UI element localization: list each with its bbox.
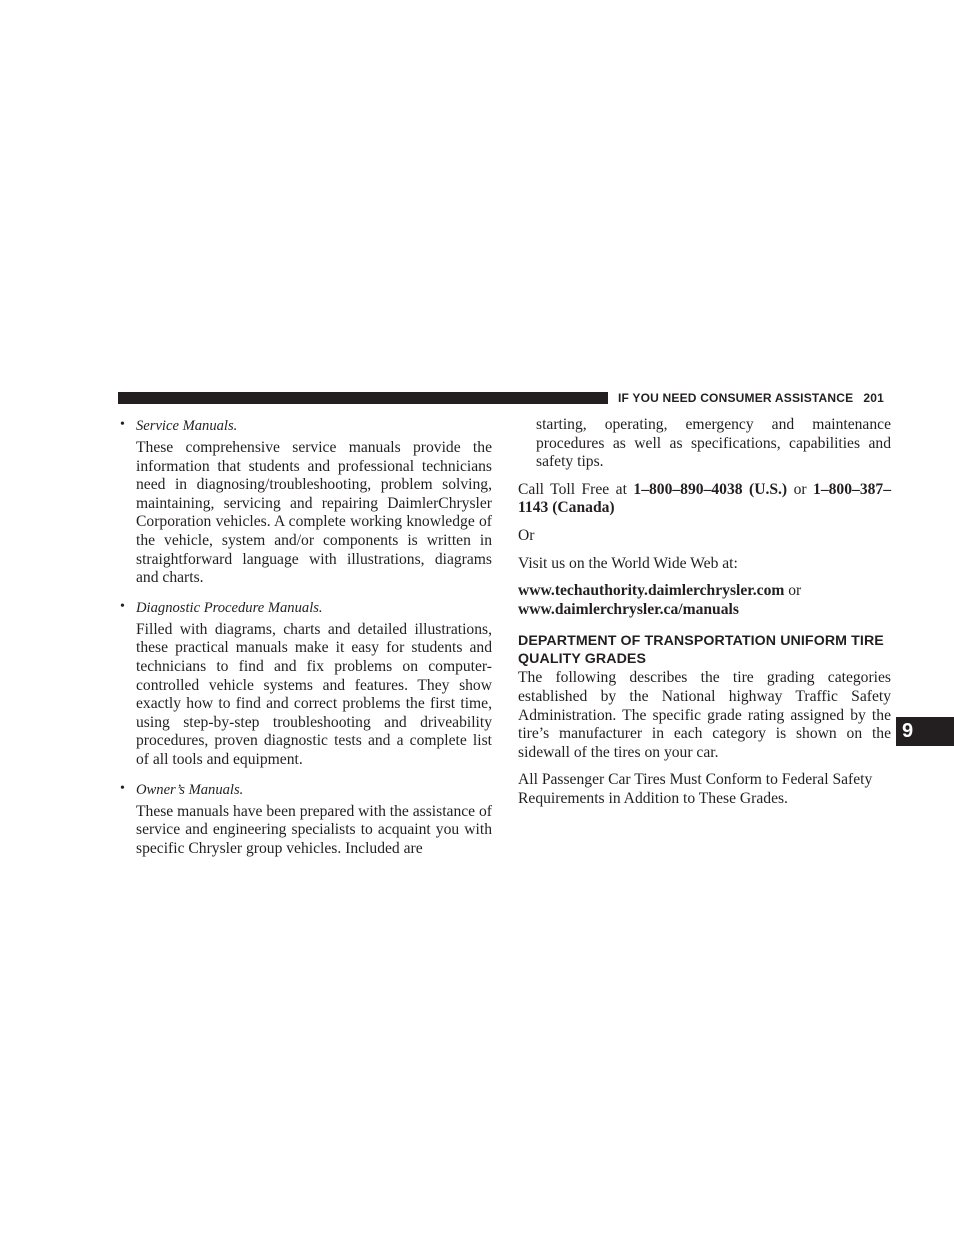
web-links xyxy=(518,582,891,619)
section-heading: DEPARTMENT OF TRANSPORTATION UNIFORM TIRE QUALITY GRADES xyxy=(518,633,884,668)
bullet-body: These comprehensive service manuals provide the information that students and professional technicians need in diagnosing/troubleshooting, problem solving, maintaining, servicing and repairing DaimlerChrysler Corporation vehicles. A complete working knowledge of the vehicle, system and/or components is written in straightforward language with illustrations, diagrams and charts. xyxy=(136,439,492,587)
section-title: IF YOU NEED CONSUMER ASSISTANCE xyxy=(618,391,854,405)
header-rule xyxy=(118,392,608,404)
bullet-symbol: • xyxy=(120,417,125,432)
bullet-body: These manuals have been prepared with the assistance of service and engineering specialists to acquaint you with specific Chrysler group vehicles. Included are xyxy=(136,802,492,857)
call-connector: or xyxy=(787,480,814,498)
visit-text: Visit us on the World Wide Web at: xyxy=(518,554,738,572)
web-connector: or xyxy=(784,582,802,600)
bullet-body: Filled with diagrams, charts and detailed illustrations, these practical manuals make it easy for students and technicians to find and fix problems on computer-controlled vehicle systems and features. They show exactly how to find and correct problems the first time, using step-by-step troubleshooting and driveability procedures, proven diagnostic tests and a complete list of all tools and equipment. xyxy=(136,620,492,768)
right-column xyxy=(518,416,891,809)
bullet-title: Diagnostic Procedure Manuals. xyxy=(136,599,323,616)
bullet-title: Owner’s Manuals. xyxy=(136,781,244,798)
tire-grading-paragraph: The following describes the tire grading categories established by the National highway Traffic Safety Administration. The specific grade rating assigned by the tire’s manufacturer in each category is shown on the sidewall of the tires on your car. xyxy=(518,669,891,761)
us-phone-number: 1–800–890–4038 (U.S.) xyxy=(633,480,788,498)
canada-phone-number: 1–800–387–1143 (Canada) xyxy=(518,480,891,517)
bullet-symbol: • xyxy=(120,598,125,614)
bullet-diagnostic-manuals xyxy=(118,598,492,770)
page-number: 201 xyxy=(863,391,884,405)
bullet-title: Service Manuals. xyxy=(136,418,238,434)
bullet-owners-manuals xyxy=(118,780,492,859)
bullet-symbol: • xyxy=(120,780,125,796)
running-header xyxy=(618,390,884,406)
chapter-tab: 9 xyxy=(896,717,954,746)
left-column xyxy=(118,416,492,858)
call-toll-free xyxy=(518,481,891,518)
federal-safety-paragraph: All Passenger Car Tires Must Conform to Federal Safety Requirements in Addition to These Grades. xyxy=(518,771,873,807)
web-url-techauthority: www.techauthority.daimlerchrysler.com xyxy=(518,582,785,600)
web-url-manuals: www.daimlerchrysler.ca/manuals xyxy=(518,600,739,618)
call-prefix: Call Toll Free at xyxy=(518,480,634,498)
or-text: Or xyxy=(518,526,535,544)
continuation-paragraph: starting, operating, emergency and maintenance procedures as well as specifications, capabilities and safety tips. xyxy=(536,416,891,471)
bullet-service-manuals xyxy=(118,416,492,588)
